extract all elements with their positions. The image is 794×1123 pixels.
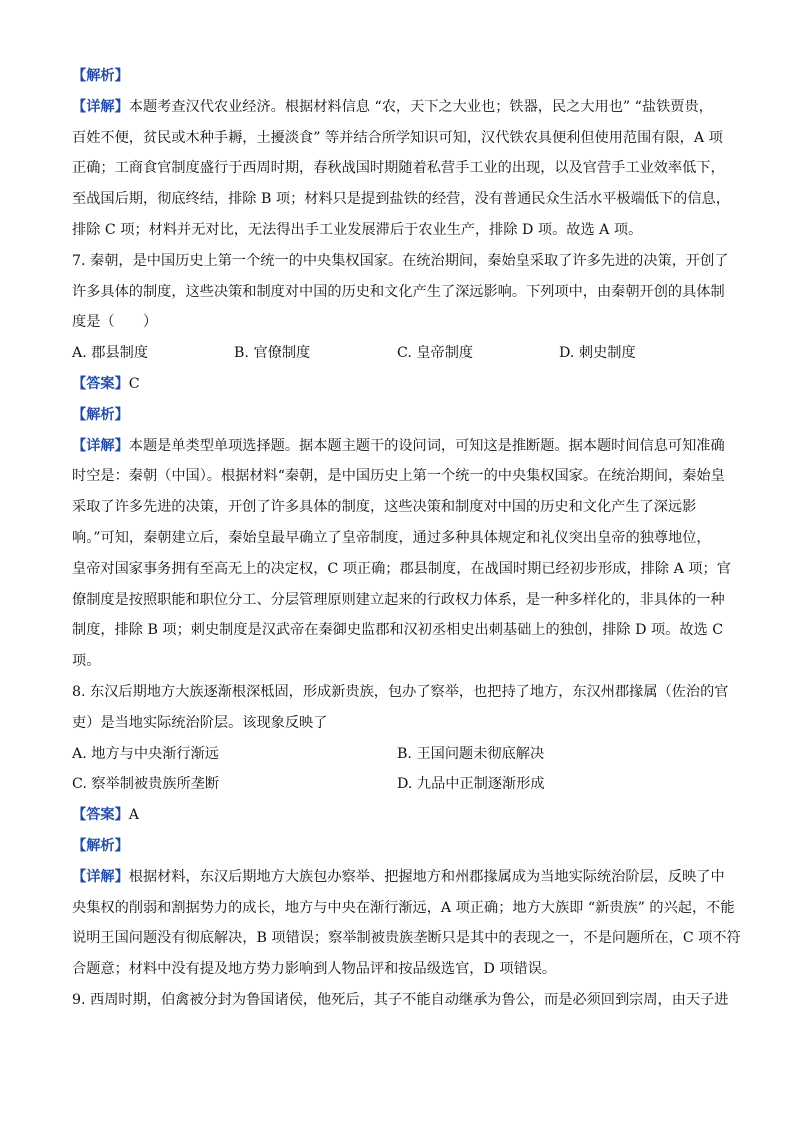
text-span: 本题考查汉代农业经济。根据材料信息 “农，天下之大业也；铁器，民之大用也” “盐铁贾贵， — [128, 98, 713, 115]
text-span: 根据材料，东汉后期地方大族包办察举、把握地方和州郡掾属成为当地实际统治阶层，反映了中 — [128, 868, 725, 885]
option-B: B. 官僚制度 — [234, 345, 311, 362]
section-heading — [72, 66, 722, 86]
option-A: A. 地方与中央渐行渐远 — [72, 745, 219, 762]
text-span: 百姓不便，贫民或木种手耨，土擾淡食” 等并结合所学知识可知，汉代铁农具便利但使用范围有限，A 项 — [72, 129, 723, 146]
detail-tag: 【详解】 — [72, 98, 129, 115]
text-span: 皇帝对国家事务拥有至高无上的决定权，C 项正确；郡县制度，在战国时期已经初步形成，排除 A 项；官 — [72, 560, 731, 577]
option-D: D. 刺史制度 — [559, 345, 636, 362]
explanation-line — [72, 158, 725, 178]
analysis-tag: 【解析】 — [72, 838, 129, 854]
analysis-tag: 【解析】 — [72, 68, 129, 84]
text-span: 时空是：秦朝（中国）。根据材料“秦朝，是中国历史上第一个统一的中央集权国家。在统治期间，秦始皇 — [72, 468, 725, 485]
text-span: 本题是单类型单项选择题。据本题主题干的设问词，可知这是推断题。据本题时间信息可知准确 — [128, 437, 725, 454]
explanation-line — [72, 189, 730, 209]
explanation-line — [72, 620, 722, 640]
option-A: A. 郡县制度 — [72, 345, 149, 362]
explanation-line — [72, 928, 741, 948]
question-line — [72, 990, 729, 1010]
text-span: 至战国后期，彻底终结，排除 B 项；材料只是提到盐铁的经营，没有普通民众生活水平极端低下的信息， — [72, 191, 730, 208]
text-span: 7. 秦朝，是中国历史上第一个统一的中央集权国家。在统治期间，秦始皇采取了许多先进的决策，开创了 — [72, 252, 729, 269]
question-line — [72, 251, 729, 271]
question-line — [72, 713, 722, 733]
explanation-line — [72, 97, 722, 117]
question-line — [72, 312, 722, 332]
text-span: 排除 C 项；材料并无对比，无法得出手工业发展滞后于农业生产，排除 D 项。故选 A 项。 — [72, 222, 643, 238]
answer-line — [72, 374, 722, 394]
explanation-line — [72, 466, 725, 486]
section-heading — [72, 836, 722, 856]
explanation-line — [72, 128, 722, 148]
text-span: 正确；工商食官制度盛行于西周时期，春秋战国时期随着私营手工业的出现，以及官营手工业效率低下， — [72, 160, 725, 177]
explanation-line — [72, 590, 725, 610]
explanation-line — [72, 651, 722, 671]
question-line — [72, 282, 725, 302]
answer-value: C — [128, 376, 140, 392]
explanation-line — [72, 867, 725, 887]
explanation-line — [72, 528, 722, 548]
explanation-line — [72, 220, 722, 240]
option-B: B. 王国问题未彻底解决 — [397, 745, 545, 762]
text-span: 吏）是当地实际统治阶层。该现象反映了 — [72, 714, 328, 731]
text-span: 合题意；材料中没有提及地方势力影响到人物品评和按品级选官，D 项错误。 — [72, 961, 557, 978]
explanation-line — [72, 497, 722, 517]
text-span: 说明王国问题没有彻底解决，B 项错误；察举制被贵族垄断只是其中的表现之一，不是问题所在，C 项不符 — [72, 930, 741, 947]
option-C: C. 皇帝制度 — [397, 345, 474, 362]
analysis-tag: 【解析】 — [72, 406, 129, 423]
text-span: 采取了许多先进的决策，开创了许多具体的制度，这些决策和制度对中国的历史和文化产生了深远影 — [72, 499, 697, 516]
explanation-line — [72, 559, 731, 579]
answer-tag: 【答案】 — [72, 376, 129, 392]
text-span: 许多具体的制度，这些决策和制度对中国的历史和文化产生了深远影响。下列项中，由秦朝开创的具体制 — [72, 283, 725, 300]
detail-tag: 【详解】 — [72, 868, 129, 885]
explanation-line — [72, 898, 735, 918]
detail-tag: 【详解】 — [72, 437, 129, 454]
text-span: 9. 西周时期，伯禽被分封为鲁国诸侯，他死后，其子不能自动继承为鲁公，而是必须回到宗周，由天子进 — [72, 992, 729, 1008]
question-line — [72, 682, 729, 702]
text-span: 僚制度是按照职能和职位分工、分层管理原则建立起来的行政权力体系，是一种多样化的，非具体的一种 — [72, 591, 725, 608]
explanation-line — [72, 959, 722, 979]
text-span: 央集权的削弱和割据势力的成长，地方与中央在渐行渐远，A 项正确；地方大族即 “新贵族” 的兴起，不能 — [72, 899, 735, 916]
explanation-line — [72, 436, 725, 456]
option-C: C. 察举制被贵族所垄断 — [72, 776, 220, 793]
text-span: 度是（ ） — [72, 314, 158, 331]
answer-line — [72, 805, 722, 825]
text-span: 8. 东汉后期地方大族逐渐根深柢固，形成新贵族，包办了察举，也把持了地方，东汉州郡掾属（佐治的官 — [72, 684, 729, 700]
option-D: D. 九品中正制逐渐形成 — [397, 776, 545, 793]
answer-value: A — [128, 807, 140, 824]
text-span: 响。”可知，秦朝建立后，秦始皇最早确立了皇帝制度，通过多种具体规定和礼仪突出皇帝的独尊地位， — [72, 530, 711, 546]
answer-tag: 【答案】 — [72, 807, 129, 824]
text-span: 制度，排除 B 项；刺史制度是汉武帝在秦御史监郡和汉初丞相史出刺基础上的独创，排除 D 项。故选 C — [72, 622, 724, 639]
section-heading — [72, 405, 722, 425]
text-span: 项。 — [72, 653, 101, 670]
